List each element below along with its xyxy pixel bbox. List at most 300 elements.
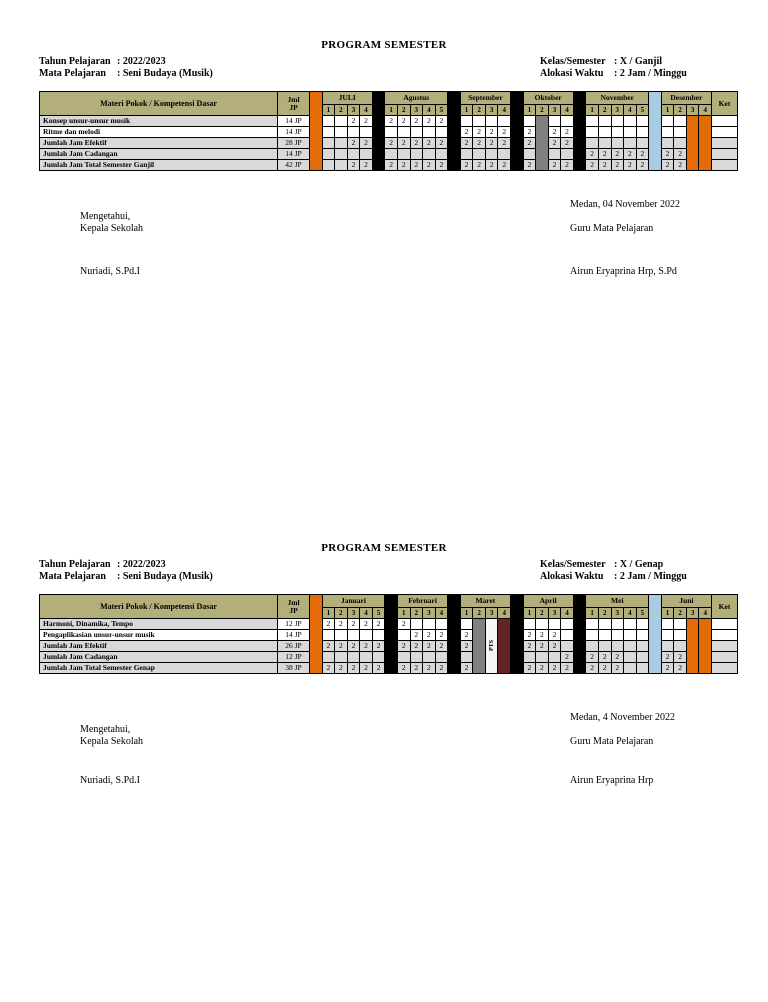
page-title: PROGRAM SEMESTER <box>321 39 447 51</box>
week-cell: 2 <box>599 149 612 160</box>
week-number: 1 <box>461 105 474 116</box>
week-cell: 2 <box>348 619 361 630</box>
row-jp: 42 JP <box>278 160 310 171</box>
week-cell: 2 <box>398 619 411 630</box>
week-cell: 2 <box>411 138 424 149</box>
month-header: Mei <box>586 595 649 608</box>
week-cell <box>561 641 574 652</box>
ket-cell <box>712 663 738 674</box>
week-number: 1 <box>524 608 537 619</box>
week-cell <box>436 149 449 160</box>
week-cell <box>436 652 449 663</box>
ket-cell <box>712 619 738 630</box>
info-label: Tahun Pelajaran <box>39 56 111 67</box>
week-cell: 2 <box>498 127 511 138</box>
week-cell: 2 <box>549 630 562 641</box>
week-cell: 2 <box>348 641 361 652</box>
week-number: 4 <box>498 105 511 116</box>
week-number: 4 <box>360 105 373 116</box>
week-cell <box>348 630 361 641</box>
week-number: 1 <box>524 105 537 116</box>
ket-cell <box>712 160 738 171</box>
week-number: 1 <box>662 608 675 619</box>
month-header: November <box>586 92 649 105</box>
row-label: Jumlah Jam Cadangan <box>40 149 278 160</box>
week-cell <box>498 116 511 127</box>
signature-date: Medan, 4 November 2022 <box>570 712 675 723</box>
week-number: 1 <box>461 608 474 619</box>
week-number: 3 <box>423 608 436 619</box>
month-separator-blue <box>649 595 662 674</box>
week-cell: 2 <box>360 619 373 630</box>
week-cell: 2 <box>436 138 449 149</box>
week-cell <box>599 127 612 138</box>
week-cell <box>561 116 574 127</box>
week-cell <box>662 619 675 630</box>
week-cell <box>662 116 675 127</box>
week-cell: 2 <box>461 160 474 171</box>
week-cell <box>360 630 373 641</box>
week-cell: 2 <box>599 652 612 663</box>
week-cell <box>612 619 625 630</box>
week-cell <box>461 652 474 663</box>
ket-cell <box>712 149 738 160</box>
week-cell <box>674 138 687 149</box>
week-number: 4 <box>624 608 637 619</box>
week-cell: 2 <box>524 138 537 149</box>
month-header: JULI <box>323 92 373 105</box>
week-cell <box>524 619 537 630</box>
week-cell: 2 <box>549 160 562 171</box>
week-number: 4 <box>699 608 712 619</box>
week-cell <box>549 619 562 630</box>
special-gray-week-column <box>473 619 486 674</box>
week-cell: 2 <box>599 160 612 171</box>
week-cell: 2 <box>599 663 612 674</box>
row-label: Pengaplikasian unsur-unsur musik <box>40 630 278 641</box>
week-cell <box>624 619 637 630</box>
week-cell <box>423 652 436 663</box>
info-row <box>39 56 213 68</box>
week-number: 2 <box>473 608 486 619</box>
info-block-right <box>540 56 687 80</box>
week-cell: 2 <box>436 116 449 127</box>
week-cell <box>411 652 424 663</box>
week-cell: 2 <box>461 127 474 138</box>
week-cell <box>423 127 436 138</box>
week-cell: 2 <box>335 663 348 674</box>
info-block-right <box>540 559 687 583</box>
week-cell: 2 <box>348 116 361 127</box>
week-number: 3 <box>486 105 499 116</box>
week-cell <box>323 116 336 127</box>
week-cell <box>674 116 687 127</box>
week-number: 2 <box>674 608 687 619</box>
info-row <box>540 68 687 80</box>
week-cell <box>398 652 411 663</box>
month-separator-black <box>574 92 587 171</box>
week-cell: 2 <box>612 149 625 160</box>
week-number: 3 <box>549 105 562 116</box>
week-number: 3 <box>687 105 700 116</box>
holiday-separator-column <box>310 595 323 674</box>
week-cell: 2 <box>398 160 411 171</box>
info-label: Tahun Pelajaran <box>39 559 111 570</box>
week-cell <box>561 149 574 160</box>
special-orange-week-column <box>699 619 712 674</box>
week-cell: 2 <box>360 138 373 149</box>
week-cell <box>637 138 650 149</box>
week-cell: 2 <box>524 630 537 641</box>
info-value: : X / Genap <box>614 559 664 570</box>
info-label: Kelas/Semester <box>540 559 606 570</box>
row-label: Harmoni, Dinamika, Tempo <box>40 619 278 630</box>
week-number: 2 <box>335 608 348 619</box>
week-cell <box>436 127 449 138</box>
week-cell <box>398 149 411 160</box>
week-cell: 2 <box>473 127 486 138</box>
week-cell: 2 <box>524 127 537 138</box>
week-cell <box>586 127 599 138</box>
week-number: 2 <box>536 608 549 619</box>
week-cell: 2 <box>323 663 336 674</box>
week-cell: 2 <box>536 663 549 674</box>
week-cell: 2 <box>436 663 449 674</box>
ket-cell <box>712 116 738 127</box>
week-cell: 2 <box>612 663 625 674</box>
week-cell <box>486 116 499 127</box>
row-jp: 14 JP <box>278 149 310 160</box>
special-orange-week-column <box>687 619 700 674</box>
week-cell <box>385 149 398 160</box>
week-cell <box>662 127 675 138</box>
week-number: 3 <box>348 608 361 619</box>
week-cell: 2 <box>586 663 599 674</box>
week-cell <box>335 160 348 171</box>
week-cell: 2 <box>423 630 436 641</box>
week-cell <box>323 630 336 641</box>
week-cell <box>335 652 348 663</box>
month-header: Desember <box>662 92 712 105</box>
week-cell: 2 <box>411 641 424 652</box>
week-cell <box>524 149 537 160</box>
week-number: 4 <box>699 105 712 116</box>
week-cell: 2 <box>461 663 474 674</box>
week-cell: 2 <box>411 116 424 127</box>
ket-cell <box>712 138 738 149</box>
week-cell: 2 <box>373 619 386 630</box>
week-cell: 2 <box>561 127 574 138</box>
week-number: 3 <box>549 608 562 619</box>
month-separator-black <box>574 595 587 674</box>
week-cell <box>561 630 574 641</box>
week-cell: 2 <box>549 138 562 149</box>
week-cell <box>536 652 549 663</box>
week-cell: 2 <box>335 619 348 630</box>
week-cell: 2 <box>436 641 449 652</box>
row-label: Jumlah Jam Efektif <box>40 138 278 149</box>
holiday-separator-column <box>310 92 323 171</box>
week-cell: 2 <box>486 138 499 149</box>
week-cell <box>637 652 650 663</box>
week-cell: 2 <box>549 127 562 138</box>
week-cell <box>461 149 474 160</box>
month-header: Juni <box>662 595 712 608</box>
info-row <box>540 559 687 571</box>
month-separator-black <box>448 595 461 674</box>
week-cell <box>624 652 637 663</box>
signature-date: Medan, 04 November 2022 <box>570 199 680 210</box>
week-cell <box>612 116 625 127</box>
week-cell <box>624 630 637 641</box>
week-number: 3 <box>612 105 625 116</box>
info-row <box>39 571 213 583</box>
week-cell: 2 <box>398 138 411 149</box>
week-number: 1 <box>398 608 411 619</box>
info-row <box>39 559 213 571</box>
month-separator-black <box>511 92 524 171</box>
week-cell: 2 <box>524 663 537 674</box>
month-separator-black <box>385 595 398 674</box>
week-number: 3 <box>612 608 625 619</box>
week-cell <box>662 138 675 149</box>
week-cell <box>323 160 336 171</box>
row-jp: 14 JP <box>278 630 310 641</box>
info-block-left <box>39 559 213 583</box>
row-label: Jumlah Jam Total Semester Genap <box>40 663 278 674</box>
week-cell <box>624 663 637 674</box>
week-cell: 2 <box>536 630 549 641</box>
week-number: 5 <box>637 608 650 619</box>
month-separator-black <box>373 92 386 171</box>
info-value: : Seni Budaya (Musik) <box>117 571 213 582</box>
info-value: : 2 Jam / Minggu <box>614 68 687 79</box>
week-cell: 2 <box>473 160 486 171</box>
week-cell: 2 <box>360 663 373 674</box>
page-title: PROGRAM SEMESTER <box>321 542 447 554</box>
week-cell <box>473 116 486 127</box>
week-cell: 2 <box>360 160 373 171</box>
week-cell <box>612 630 625 641</box>
week-number: 2 <box>335 105 348 116</box>
materi-pokok-header: Materi Pokok / Kompetensi Dasar <box>40 92 278 116</box>
week-cell: 2 <box>473 138 486 149</box>
week-cell: 2 <box>385 116 398 127</box>
week-cell <box>335 138 348 149</box>
week-cell: 2 <box>524 641 537 652</box>
ket-cell <box>712 652 738 663</box>
week-cell: 2 <box>498 160 511 171</box>
info-value: : 2022/2023 <box>117 559 166 570</box>
info-label: Mata Pelajaran <box>39 571 106 582</box>
week-number: 5 <box>637 105 650 116</box>
special-gray-week-column <box>536 116 549 171</box>
week-number: 1 <box>323 608 336 619</box>
week-cell <box>624 116 637 127</box>
week-cell: 2 <box>461 630 474 641</box>
week-cell: 2 <box>360 641 373 652</box>
info-row <box>39 68 213 80</box>
week-cell: 2 <box>373 663 386 674</box>
row-label: Ritme dan melodi <box>40 127 278 138</box>
week-cell: 2 <box>674 149 687 160</box>
week-cell <box>599 116 612 127</box>
week-cell <box>549 116 562 127</box>
week-cell: 2 <box>662 652 675 663</box>
week-cell: 2 <box>348 138 361 149</box>
week-cell: 2 <box>624 149 637 160</box>
week-cell: 2 <box>423 641 436 652</box>
week-cell: 2 <box>637 160 650 171</box>
week-cell <box>524 116 537 127</box>
signature-left-role: Kepala Sekolah <box>80 223 144 234</box>
week-cell: 2 <box>549 663 562 674</box>
week-cell <box>348 149 361 160</box>
week-cell <box>335 127 348 138</box>
week-number: 4 <box>498 608 511 619</box>
special-white-week-column: PTS <box>486 619 499 674</box>
week-cell <box>549 149 562 160</box>
week-number: 4 <box>624 105 637 116</box>
info-row <box>540 571 687 583</box>
week-cell <box>486 149 499 160</box>
week-number: 4 <box>423 105 436 116</box>
week-cell: 2 <box>398 663 411 674</box>
week-cell: 2 <box>348 663 361 674</box>
info-label: Kelas/Semester <box>540 56 606 67</box>
week-cell <box>674 630 687 641</box>
week-cell <box>461 116 474 127</box>
info-row <box>540 56 687 68</box>
week-cell <box>637 641 650 652</box>
jml-jp-header: Jml JP <box>278 595 310 619</box>
info-block-left <box>39 56 213 80</box>
week-number: 1 <box>586 608 599 619</box>
week-cell <box>536 619 549 630</box>
week-cell <box>624 127 637 138</box>
week-cell: 2 <box>436 630 449 641</box>
week-cell: 2 <box>637 149 650 160</box>
info-value: : 2 Jam / Minggu <box>614 571 687 582</box>
week-cell <box>599 630 612 641</box>
week-number: 3 <box>687 608 700 619</box>
week-cell <box>360 652 373 663</box>
week-cell <box>637 116 650 127</box>
jml-jp-header: Jml JP <box>278 92 310 116</box>
week-cell <box>335 116 348 127</box>
signature-left-name: Nuriadi, S.Pd.I <box>80 775 140 786</box>
week-cell: 2 <box>385 160 398 171</box>
week-cell <box>586 116 599 127</box>
week-cell <box>498 149 511 160</box>
week-cell <box>423 149 436 160</box>
signature-right-name: Airun Eryaprina Hrp <box>570 775 654 786</box>
week-number: 3 <box>486 608 499 619</box>
week-cell: 2 <box>360 116 373 127</box>
week-cell: 2 <box>561 138 574 149</box>
info-label: Alokasi Waktu <box>540 571 604 582</box>
week-cell: 2 <box>385 138 398 149</box>
week-cell: 2 <box>423 116 436 127</box>
month-separator-blue <box>649 92 662 171</box>
signature-mengetahui: Mengetahui, <box>80 211 131 222</box>
row-jp: 38 JP <box>278 663 310 674</box>
week-cell <box>637 127 650 138</box>
month-header: April <box>524 595 574 608</box>
week-cell <box>411 149 424 160</box>
week-cell <box>662 630 675 641</box>
week-cell: 2 <box>612 652 625 663</box>
week-cell: 2 <box>498 138 511 149</box>
week-number: 1 <box>662 105 675 116</box>
week-number: 2 <box>473 105 486 116</box>
week-cell: 2 <box>323 619 336 630</box>
week-cell: 2 <box>561 663 574 674</box>
row-label: Jumlah Jam Total Semester Ganjil <box>40 160 278 171</box>
week-number: 2 <box>599 105 612 116</box>
signature-right-name: Airun Eryaprina Hrp, S.Pd <box>570 266 677 277</box>
row-label: Konsep unsur-unsur musik <box>40 116 278 127</box>
week-cell <box>561 619 574 630</box>
week-cell <box>612 138 625 149</box>
week-cell: 2 <box>398 641 411 652</box>
week-cell: 2 <box>674 652 687 663</box>
week-number: 2 <box>599 608 612 619</box>
info-value: : 2022/2023 <box>117 56 166 67</box>
week-cell <box>348 127 361 138</box>
semester-genap-section <box>0 542 768 862</box>
row-jp: 26 JP <box>278 641 310 652</box>
row-jp: 28 JP <box>278 138 310 149</box>
week-cell <box>637 619 650 630</box>
week-cell <box>586 619 599 630</box>
month-header: Agustus <box>385 92 448 105</box>
week-cell: 2 <box>662 149 675 160</box>
week-cell <box>674 127 687 138</box>
special-orange-week-column <box>699 116 712 171</box>
week-number: 5 <box>373 608 386 619</box>
week-cell <box>624 641 637 652</box>
week-cell: 2 <box>335 641 348 652</box>
week-cell <box>674 619 687 630</box>
week-cell <box>335 149 348 160</box>
week-cell <box>398 630 411 641</box>
week-cell <box>461 619 474 630</box>
week-cell: 2 <box>411 160 424 171</box>
week-cell: 2 <box>323 641 336 652</box>
week-cell <box>586 630 599 641</box>
week-cell <box>637 663 650 674</box>
week-cell: 2 <box>461 641 474 652</box>
materi-pokok-header: Materi Pokok / Kompetensi Dasar <box>40 595 278 619</box>
week-cell: 2 <box>436 160 449 171</box>
week-number: 4 <box>436 608 449 619</box>
week-cell: 2 <box>411 663 424 674</box>
signature-mengetahui: Mengetahui, <box>80 724 131 735</box>
month-separator-black <box>448 92 461 171</box>
month-header: Februari <box>398 595 448 608</box>
week-cell <box>473 149 486 160</box>
week-number: 4 <box>561 105 574 116</box>
program-semester-table-ganjil <box>39 91 738 171</box>
week-cell <box>323 652 336 663</box>
week-cell <box>549 652 562 663</box>
week-cell: 2 <box>536 641 549 652</box>
week-cell: 2 <box>461 138 474 149</box>
ket-cell <box>712 127 738 138</box>
week-cell: 2 <box>561 160 574 171</box>
week-cell <box>423 619 436 630</box>
